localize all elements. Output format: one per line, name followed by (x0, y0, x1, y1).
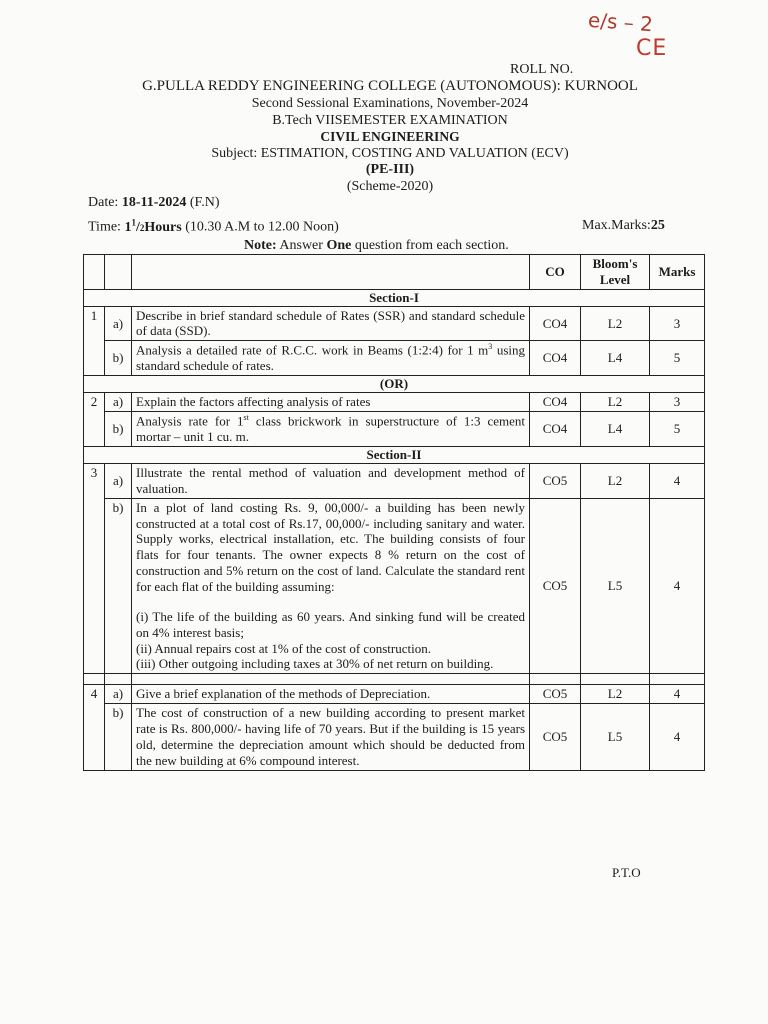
question-part: a) (105, 463, 132, 498)
table-row (84, 704, 705, 770)
question-level: L4 (581, 412, 650, 447)
question-text: In a plot of land costing Rs. 9, 00,000/- a building has been newly constructed at a total cost of Rs.17, 00,000/- including sanitary and water. Supply works, electrical installation, etc. The building consists of four flats for four tenants. The owner expects 8 % return on the cost of construction and 5% return on the cost of land. Calculate the standard rent for each flat of the building assuming: (i) The life of the building as 60 years. And sinking fund will be created on 4% interest basis; (ii) Annual repairs cost at 1% of the cost of construction. (iii) Other outgoing including taxes at 30% of net return on building. (132, 498, 530, 674)
header-co: CO (530, 255, 581, 290)
question-level: L5 (581, 704, 650, 770)
question-marks: 5 (650, 412, 705, 447)
question-level: L2 (581, 306, 650, 341)
table-row (84, 393, 705, 412)
max-marks-label: Max.Marks: (582, 218, 651, 233)
question-marks: 5 (650, 341, 705, 376)
subject-title: Subject: ESTIMATION, COSTING AND VALUATION (ECV) (211, 146, 569, 161)
max-marks-value: 25 (650, 218, 665, 233)
table-row (84, 685, 705, 704)
date-value: 18-11-2024 (121, 195, 187, 210)
question-number: 1 (84, 306, 105, 376)
note-bold: One (326, 238, 352, 253)
table-row (84, 498, 705, 674)
question-text: The cost of construction of a new building according to present market rate is Rs. 800,000/- having life of 70 years. But if the building is 15 years old, determine the depreciation amount which should be deducted from the new building at 6% compound interest. (132, 704, 530, 770)
question-level: L4 (581, 341, 650, 376)
max-marks (582, 218, 665, 234)
question-number: 3 (84, 463, 105, 673)
time-label: Time: (88, 219, 121, 235)
date-session: (F.N) (189, 195, 220, 210)
note-label: Note: (244, 238, 277, 253)
question-level: L5 (581, 498, 650, 674)
header-bloom-level: Bloom's Level (581, 255, 650, 290)
question-part: a) (105, 393, 132, 412)
question-marks: 3 (650, 306, 705, 341)
question-part: a) (105, 685, 132, 704)
question-level: L2 (581, 393, 650, 412)
question-table (83, 254, 705, 771)
question-co: CO5 (530, 704, 581, 770)
question-part: b) (105, 341, 132, 376)
question-marks: 4 (650, 685, 705, 704)
question-part: a) (105, 306, 132, 341)
question-text: Describe in brief standard schedule of Rates (SSR) and standard schedule of data (SSD). (132, 306, 530, 341)
course-code: (PE-III) (365, 162, 415, 177)
question-co: CO5 (530, 685, 581, 704)
or-separator: (OR) (84, 376, 705, 393)
question-text: Explain the factors affecting analysis of rates (132, 393, 530, 412)
scheme-label: (Scheme-2020) (346, 179, 434, 194)
time-duration: $1^1/2Hours$ (124, 217, 182, 235)
section-2-heading: Section-II (84, 447, 705, 464)
exam-date (88, 195, 220, 211)
roll-number-label: ROLL NO. (510, 62, 574, 77)
page-turn-over: P.T.O (612, 865, 641, 880)
question-number: 4 (84, 685, 105, 770)
time-hours: Hours (144, 219, 182, 235)
date-label: Date: (88, 195, 119, 210)
table-row (84, 341, 705, 376)
question-co: CO4 (530, 412, 581, 447)
question-level: L2 (581, 463, 650, 498)
question-co: CO5 (530, 498, 581, 674)
question-co: CO4 (530, 341, 581, 376)
time-range: (10.30 A.M to 12.00 Noon) (185, 219, 339, 235)
question-marks: 4 (650, 498, 705, 674)
exam-note (244, 238, 509, 254)
college-name: G.PULLA REDDY ENGINEERING COLLEGE (AUTONOMOUS): KURNOOL (142, 78, 638, 94)
question-co: CO4 (530, 393, 581, 412)
question-marks: 4 (650, 463, 705, 498)
question-marks: 4 (650, 704, 705, 770)
question-part: b) (105, 704, 132, 770)
header-marks: Marks (650, 255, 705, 290)
question-text: Analysis rate for 1st class brickwork in superstructure of 1:3 cement mortar – unit 1 cu. m. (132, 412, 530, 447)
spacer-row (84, 674, 705, 685)
question-text: Illustrate the rental method of valuation and development method of valuation. (132, 463, 530, 498)
question-level: L2 (581, 685, 650, 704)
section-1-heading: Section-I (84, 289, 705, 306)
handwritten-mark-top: e/s – 2 (587, 7, 654, 37)
question-marks: 3 (650, 393, 705, 412)
exam-time (88, 217, 339, 236)
table-row (84, 306, 705, 341)
handwritten-mark-ce: CE (636, 36, 668, 61)
table-row (84, 463, 705, 498)
question-text: Give a brief explanation of the methods of Depreciation. (132, 685, 530, 704)
branch-title: CIVIL ENGINEERING (320, 129, 460, 144)
question-co: CO4 (530, 306, 581, 341)
table-header-row (84, 255, 705, 290)
question-number: 2 (84, 393, 105, 447)
exam-title: Second Sessional Examinations, November-2024 (251, 96, 529, 111)
question-text: Analysis a detailed rate of R.C.C. work in Beams (1:2:4) for 1 $m^3$ using standard schedule of rates. (132, 341, 530, 376)
note-text-2: question from each section. (354, 238, 509, 253)
question-part: b) (105, 498, 132, 674)
question-co: CO5 (530, 463, 581, 498)
program-title: B.Tech VIISEMESTER EXAMINATION (272, 113, 508, 128)
table-row (84, 412, 705, 447)
question-part: b) (105, 412, 132, 447)
note-text-1: Answer (279, 238, 323, 253)
